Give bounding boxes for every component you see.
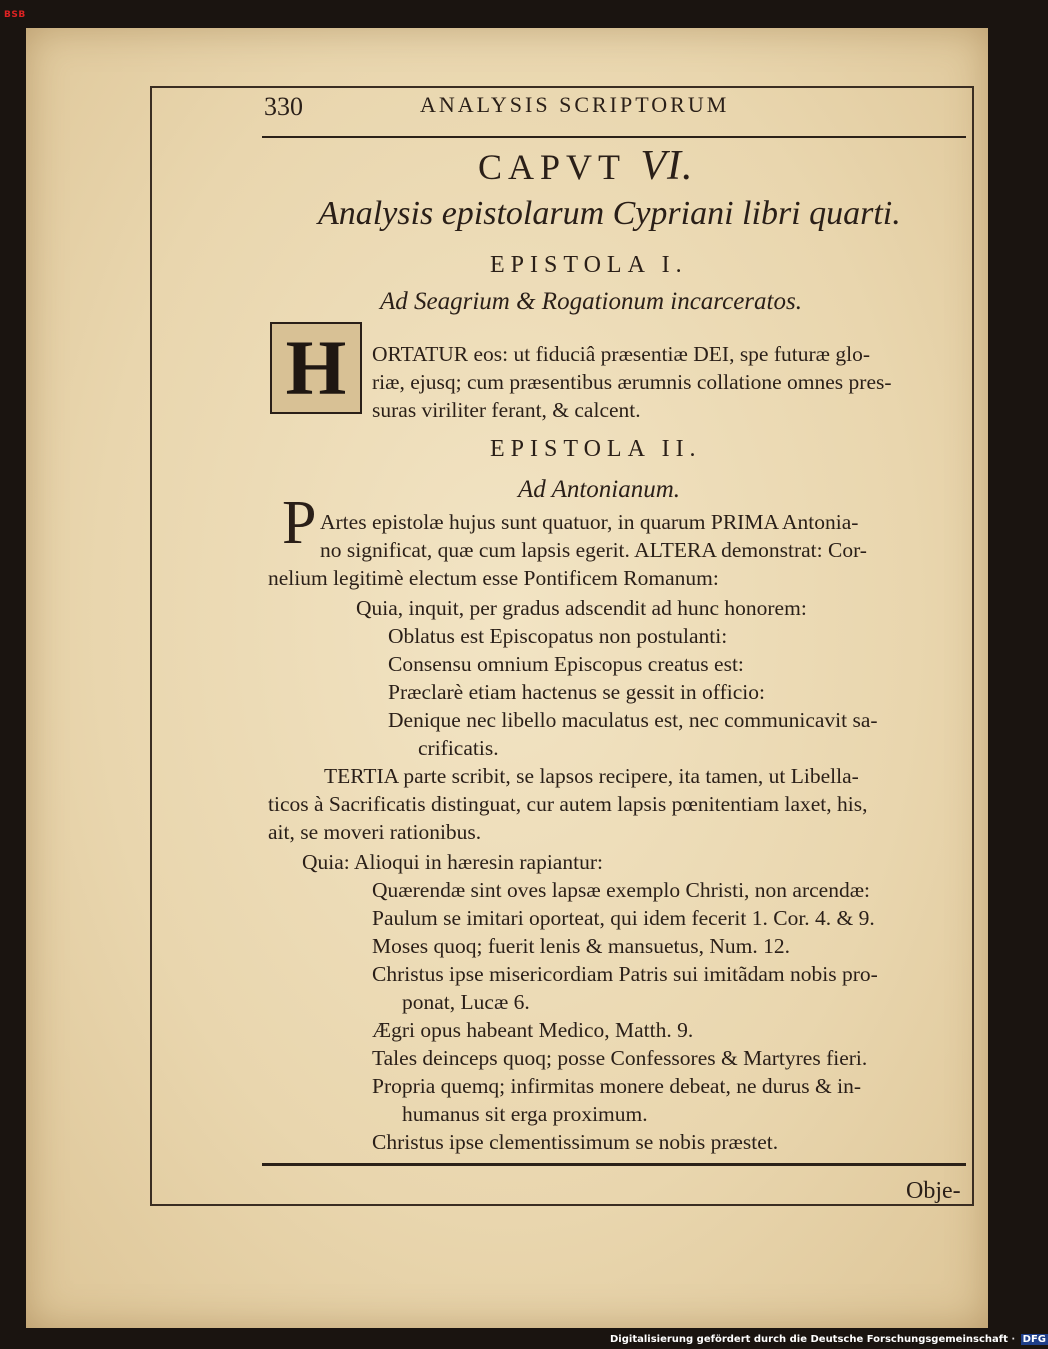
frame-right: [972, 86, 974, 1206]
reason-line: crificatis.: [418, 736, 499, 760]
reason-line: Paulum se imitari oporteat, qui idem fecerit 1. Cor. 4. & 9.: [372, 906, 875, 930]
frame-bottom: [150, 1204, 972, 1206]
reason-line: Christus ipse clementissimum se nobis præstet.: [372, 1130, 779, 1154]
bsb-watermark: BSB: [4, 10, 26, 20]
text-line: suras viriliter ferant, & calcent.: [372, 398, 641, 422]
frame-left: [150, 86, 152, 1206]
reason-line: ponat, Lucæ 6.: [402, 990, 530, 1014]
text-line: Artes epistolæ hujus sunt quatuor, in quarum PRIMA Antonia-: [320, 510, 859, 534]
quia-line: Quia, inquit, per gradus adscendit ad hunc honorem:: [356, 596, 807, 620]
reason-line: Ægri opus habeant Medico, Matth. 9.: [372, 1018, 694, 1042]
text-line: TERTIA parte scribit, se lapsos recipere, ita tamen, ut Libella-: [324, 764, 859, 788]
reason-line: Præclarè etiam hactenus se gessit in officio:: [388, 680, 765, 704]
catchword: Obje-: [906, 1178, 961, 1204]
chapter-number: VI.: [640, 143, 694, 189]
page-number: 330: [264, 92, 303, 121]
reason-line: Propria quemq; infirmitas monere debeat, ne durus & in-: [372, 1074, 861, 1098]
decorated-initial: [270, 322, 362, 414]
text-line: no significat, quæ cum lapsis egerit. ALTERA demonstrat: Cor-: [320, 538, 867, 562]
chapter-title: Analysis epistolarum Cypriani libri quarti.: [318, 195, 901, 232]
text-line: ait, se moveri rationibus.: [268, 820, 482, 844]
footer-rule: [262, 1163, 966, 1166]
epistola-1-heading: EPISTOLA I.: [490, 252, 688, 278]
initial-letter-p: P: [282, 489, 317, 557]
quia-line: Quia: Alioqui in hæresin rapiantur:: [302, 850, 603, 874]
chapter-heading: [478, 142, 694, 190]
reason-line: Christus ipse misericordiam Patris sui imitãdam nobis pro-: [372, 962, 878, 986]
caput-word: CAPVT: [478, 147, 626, 187]
reason-line: Denique nec libello maculatus est, nec communicavit sa-: [388, 708, 878, 732]
frame-top: [150, 86, 972, 88]
reason-line: Quærendæ sint oves lapsæ exemplo Christi, non arcendæ:: [372, 878, 871, 902]
epistola-2-address: Ad Antonianum.: [518, 476, 681, 503]
reason-line: Moses quoq; fuerit lenis & mansuetus, Num. 12.: [372, 934, 791, 958]
reason-line: humanus sit erga proximum.: [402, 1102, 648, 1126]
running-title: ANALYSIS SCRIPTORUM: [420, 92, 730, 117]
dfg-logo: DFG: [1022, 1334, 1046, 1345]
text-line: riæ, ejusq; cum præsentibus ærumnis collatione omnes pres-: [372, 370, 892, 394]
dfg-credit: Digitalisierung gefördert durch die Deutsche Forschungsgemeinschaft · DFG: [610, 1334, 1046, 1345]
epistola-2-heading: EPISTOLA II.: [490, 436, 702, 462]
reason-line: Consensu omnium Episcopus creatus est:: [388, 652, 744, 676]
dfg-credit-text: Digitalisierung gefördert durch die Deutsche Forschungsgemeinschaft: [610, 1334, 1008, 1345]
reason-line: Oblatus est Episcopatus non postulanti:: [388, 624, 728, 648]
text-line: ORTATUR eos: ut fiduciâ præsentiæ DEI, spe futuræ glo-: [372, 342, 870, 366]
text-line: nelium legitimè electum esse Pontificem Romanum:: [268, 566, 719, 590]
epistola-1-address: Ad Seagrium & Rogationum incarceratos.: [380, 288, 802, 315]
text-line: ticos à Sacrificatis distinguat, cur autem lapsis pœnitentiam laxet, his,: [268, 792, 868, 816]
initial-letter-h: H: [285, 324, 347, 411]
header-rule: [262, 136, 966, 138]
reason-line: Tales deinceps quoq; posse Confessores & Martyres fieri.: [372, 1046, 868, 1070]
